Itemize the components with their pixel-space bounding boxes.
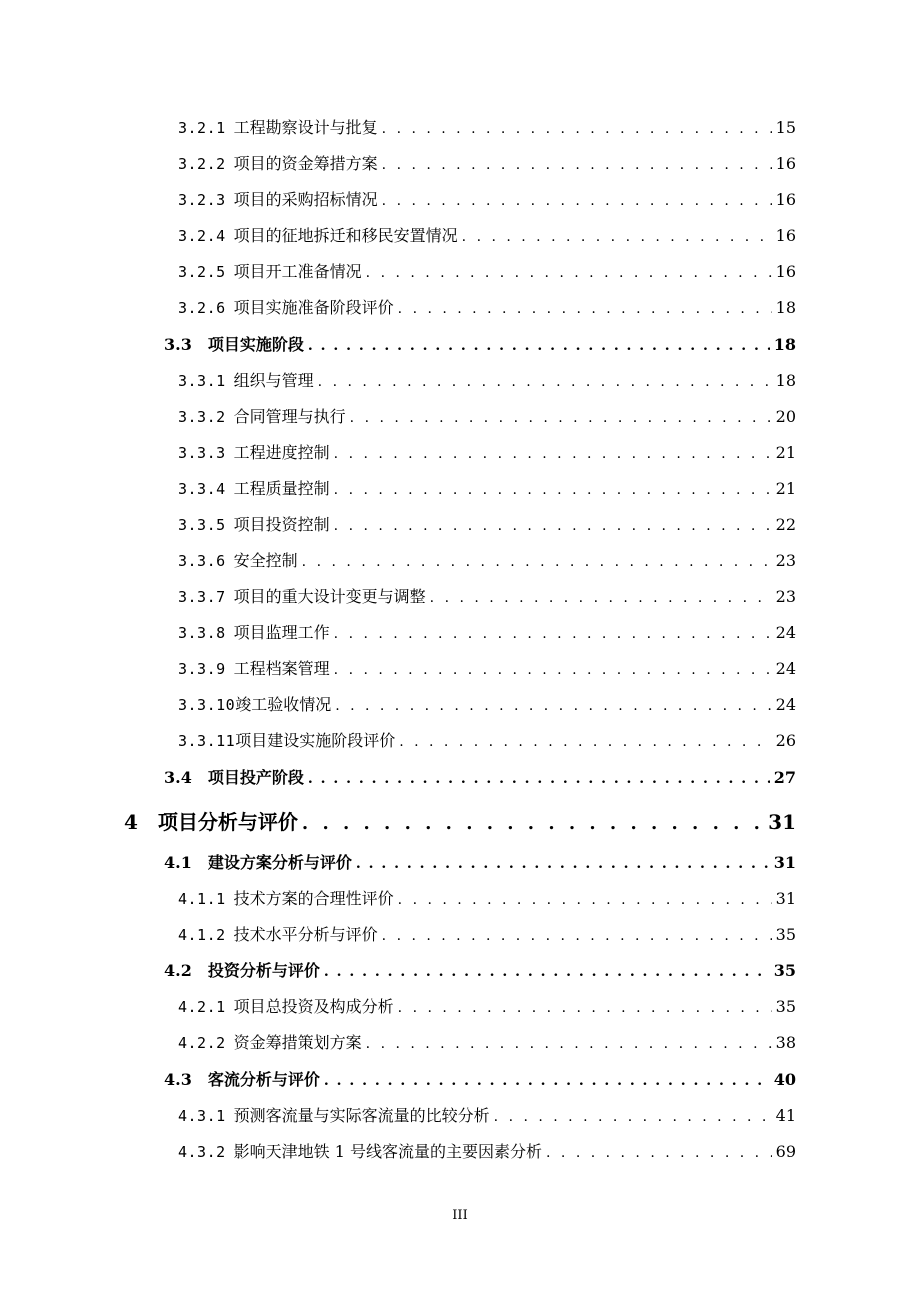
toc-page: 35 bbox=[773, 961, 796, 980]
toc-number: 4.3 bbox=[164, 1070, 192, 1089]
toc-entry-4-1-1[interactable] bbox=[178, 891, 796, 907]
toc-title: 工程档案管理 bbox=[233, 659, 330, 678]
toc-page: 31 bbox=[775, 889, 796, 908]
toc-number: 3.3.10 bbox=[178, 696, 236, 714]
toc-title: 工程勘察设计与批复 bbox=[233, 118, 378, 137]
toc-leader bbox=[546, 1146, 772, 1160]
toc-title: 技术方案的合理性评价 bbox=[233, 889, 394, 908]
toc-entry-3-4[interactable] bbox=[164, 770, 796, 786]
toc-page: 24 bbox=[775, 659, 796, 678]
toc-number: 4.2.1 bbox=[178, 998, 226, 1016]
toc-number: 3.2.4 bbox=[178, 227, 226, 245]
toc-title: 项目实施阶段 bbox=[207, 335, 304, 354]
toc-page: 26 bbox=[775, 731, 796, 750]
toc-page: 23 bbox=[775, 551, 796, 570]
toc-number: 3.3.7 bbox=[178, 588, 226, 606]
toc-leader bbox=[334, 447, 772, 461]
toc-entry-4-1[interactable] bbox=[164, 855, 796, 871]
toc-page: 27 bbox=[773, 768, 796, 787]
toc-page: 21 bbox=[775, 479, 796, 498]
toc-entry-3-3-10[interactable] bbox=[178, 697, 796, 713]
toc-leader bbox=[324, 1074, 770, 1088]
toc-page: 24 bbox=[775, 695, 796, 714]
toc-leader bbox=[366, 1037, 772, 1051]
toc-title: 项目的资金筹措方案 bbox=[233, 154, 378, 173]
toc-leader bbox=[334, 663, 772, 677]
toc-title: 项目实施准备阶段评价 bbox=[233, 298, 394, 317]
toc-page: 35 bbox=[775, 925, 796, 944]
toc-title: 项目监理工作 bbox=[233, 623, 330, 642]
toc-leader bbox=[382, 929, 772, 943]
toc-leader bbox=[382, 158, 772, 172]
toc-leader bbox=[399, 735, 771, 749]
toc-leader bbox=[334, 519, 772, 533]
toc-title: 项目总投资及构成分析 bbox=[233, 997, 394, 1016]
toc-title: 合同管理与执行 bbox=[233, 407, 346, 426]
toc-leader bbox=[334, 483, 772, 497]
toc-number: 4.2 bbox=[164, 961, 192, 980]
toc-page: 18 bbox=[773, 335, 796, 354]
toc-title: 组织与管理 bbox=[233, 371, 314, 390]
toc-title: 项目投资控制 bbox=[233, 515, 330, 534]
toc-page: 15 bbox=[775, 118, 796, 137]
toc-entry-4[interactable] bbox=[124, 812, 796, 833]
toc-number: 4.1.2 bbox=[178, 926, 226, 944]
toc-number: 3.3.2 bbox=[178, 408, 226, 426]
toc-page: 22 bbox=[775, 515, 796, 534]
toc-entry-4-1-2[interactable] bbox=[178, 927, 796, 943]
toc-entry-3-3-8[interactable] bbox=[178, 625, 796, 641]
toc-title: 资金筹措策划方案 bbox=[233, 1033, 362, 1052]
toc-page: 16 bbox=[775, 154, 796, 173]
toc-title: 项目的重大设计变更与调整 bbox=[233, 587, 426, 606]
toc-number: 3.2.1 bbox=[178, 119, 226, 137]
toc-number: 3.2.6 bbox=[178, 299, 226, 317]
toc-entry-3-2-5[interactable] bbox=[178, 264, 796, 280]
toc-leader bbox=[382, 194, 772, 208]
toc-number: 3.4 bbox=[164, 768, 192, 787]
toc-page: 69 bbox=[775, 1142, 796, 1161]
toc-number: 4 bbox=[124, 810, 138, 834]
toc-title: 客流分析与评价 bbox=[207, 1070, 320, 1089]
toc-title: 项目建设实施阶段评价 bbox=[235, 731, 396, 750]
toc-title: 影响天津地铁 1 号线客流量的主要因素分析 bbox=[233, 1142, 543, 1161]
toc-leader bbox=[462, 230, 772, 244]
toc-entry-3-3[interactable] bbox=[164, 337, 796, 353]
toc-number: 4.1.1 bbox=[178, 890, 226, 908]
toc-title: 预测客流量与实际客流量的比较分析 bbox=[233, 1106, 490, 1125]
toc-entry-4-3-1[interactable] bbox=[178, 1108, 796, 1124]
toc-title: 投资分析与评价 bbox=[207, 961, 320, 980]
toc-number: 4.3.2 bbox=[178, 1143, 226, 1161]
toc-number: 3.3 bbox=[164, 335, 192, 354]
toc-number: 3.3.5 bbox=[178, 516, 226, 534]
toc-leader bbox=[398, 1001, 772, 1015]
toc-entry-3-3-6[interactable] bbox=[178, 553, 796, 569]
toc-number: 4.2.2 bbox=[178, 1034, 226, 1052]
toc-leader bbox=[308, 772, 770, 786]
toc-title: 技术水平分析与评价 bbox=[233, 925, 378, 944]
toc-page: 16 bbox=[775, 262, 796, 281]
toc-leader bbox=[335, 699, 771, 713]
toc-entry-3-3-4[interactable] bbox=[178, 481, 796, 497]
toc-leader bbox=[318, 375, 772, 389]
toc-number: 4.3.1 bbox=[178, 1107, 226, 1125]
page-number-footer: III bbox=[452, 1208, 468, 1223]
toc-page: 16 bbox=[775, 226, 796, 245]
toc-leader bbox=[324, 965, 770, 979]
toc-number: 3.3.9 bbox=[178, 660, 226, 678]
toc-entry-3-2-2[interactable] bbox=[178, 156, 796, 172]
toc-number: 3.2.2 bbox=[178, 155, 226, 173]
toc-number: 3.2.3 bbox=[178, 191, 226, 209]
toc-page: 35 bbox=[775, 997, 796, 1016]
toc-page: 24 bbox=[775, 623, 796, 642]
toc-number: 3.3.1 bbox=[178, 372, 226, 390]
toc-entry-3-3-9[interactable] bbox=[178, 661, 796, 677]
toc-leader bbox=[350, 411, 772, 425]
toc-leader bbox=[382, 122, 772, 136]
toc-number: 3.3.11 bbox=[178, 732, 236, 750]
toc-page: 21 bbox=[775, 443, 796, 462]
toc-title: 竣工验收情况 bbox=[235, 695, 332, 714]
toc-page: 23 bbox=[775, 587, 796, 606]
toc-number: 3.3.8 bbox=[178, 624, 226, 642]
toc-entry-4-2-2[interactable] bbox=[178, 1035, 796, 1051]
toc-number: 4.1 bbox=[164, 853, 192, 872]
toc-title: 工程进度控制 bbox=[233, 443, 330, 462]
toc-title: 项目开工准备情况 bbox=[233, 262, 362, 281]
toc-page: 18 bbox=[775, 298, 796, 317]
toc-entry-3-3-1[interactable] bbox=[178, 373, 796, 389]
toc-leader bbox=[356, 857, 770, 871]
toc-number: 3.3.4 bbox=[178, 480, 226, 498]
toc-entry-3-2-1[interactable] bbox=[178, 120, 796, 136]
toc-title: 项目的采购招标情况 bbox=[233, 190, 378, 209]
toc-leader bbox=[308, 339, 770, 353]
toc-title: 项目的征地拆迁和移民安置情况 bbox=[233, 226, 458, 245]
toc-leader bbox=[366, 266, 772, 280]
toc-title: 安全控制 bbox=[233, 551, 298, 570]
toc-page: 16 bbox=[775, 190, 796, 209]
toc-leader bbox=[302, 555, 772, 569]
toc-leader bbox=[398, 302, 772, 316]
toc-entry-3-2-4[interactable] bbox=[178, 228, 796, 244]
toc-entry-4-2-1[interactable] bbox=[178, 999, 796, 1015]
toc-number: 3.2.5 bbox=[178, 263, 226, 281]
toc-title: 工程质量控制 bbox=[233, 479, 330, 498]
toc-entry-3-2-3[interactable] bbox=[178, 192, 796, 208]
toc-leader bbox=[334, 627, 772, 641]
toc-entry-3-3-11[interactable] bbox=[178, 733, 796, 749]
toc-entry-3-2-6[interactable] bbox=[178, 300, 796, 316]
toc-page: 31 bbox=[768, 810, 796, 834]
toc-number: 3.3.6 bbox=[178, 552, 226, 570]
toc-entry-3-3-7[interactable] bbox=[178, 589, 796, 605]
toc-leader bbox=[302, 815, 764, 833]
toc-page: 20 bbox=[775, 407, 796, 426]
toc-entry-3-3-3[interactable] bbox=[178, 445, 796, 461]
toc-entry-4-3-2[interactable] bbox=[178, 1144, 796, 1160]
toc-entry-3-3-2[interactable] bbox=[178, 409, 796, 425]
toc-number: 3.3.3 bbox=[178, 444, 226, 462]
toc-page: 41 bbox=[775, 1106, 796, 1125]
toc-entry-4-3[interactable] bbox=[164, 1072, 796, 1088]
toc-entry-4-2[interactable] bbox=[164, 963, 796, 979]
toc-page: 31 bbox=[773, 853, 796, 872]
toc-title: 项目分析与评价 bbox=[157, 810, 298, 834]
toc-leader bbox=[430, 591, 772, 605]
toc-title: 项目投产阶段 bbox=[207, 768, 304, 787]
toc-page: 18 bbox=[775, 371, 796, 390]
toc-page: 40 bbox=[773, 1070, 796, 1089]
toc-leader bbox=[398, 893, 772, 907]
toc-leader bbox=[494, 1110, 772, 1124]
toc-entry-3-3-5[interactable] bbox=[178, 517, 796, 533]
toc-title: 建设方案分析与评价 bbox=[207, 853, 352, 872]
toc-page: 38 bbox=[775, 1033, 796, 1052]
